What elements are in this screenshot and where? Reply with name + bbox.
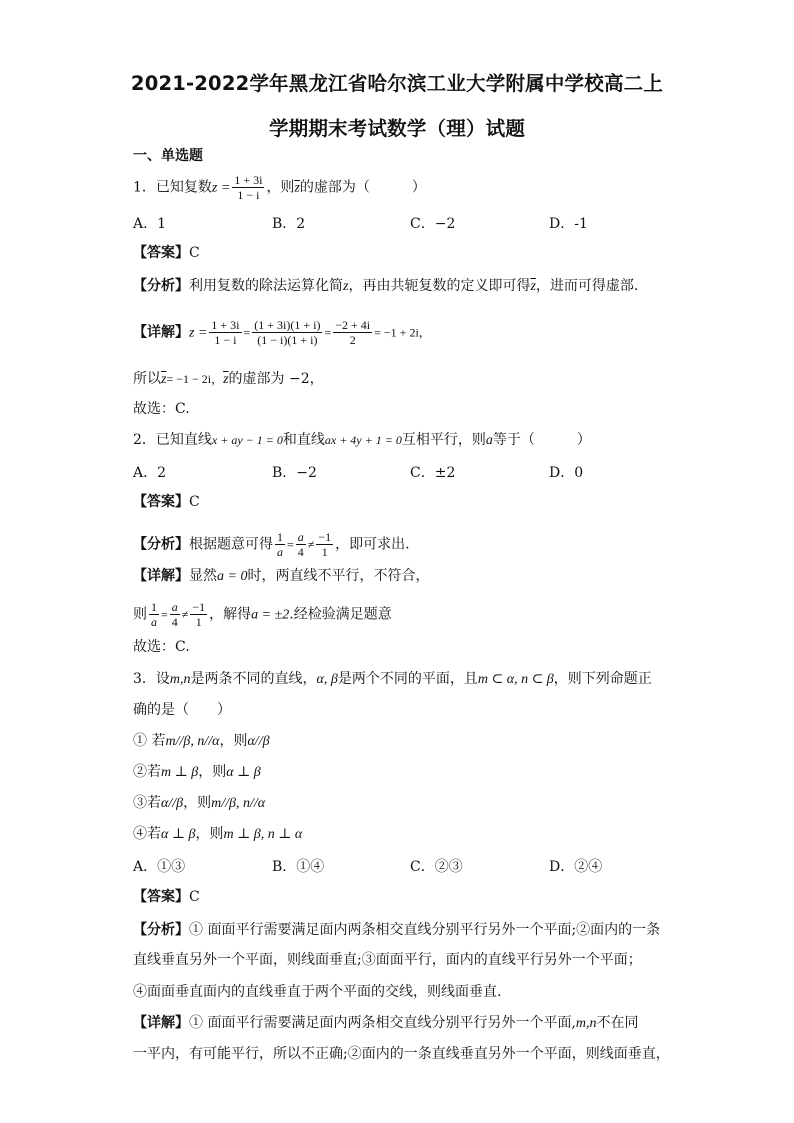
q3-stem: 3．设m,n是两条不同的直线，α, β是两个不同的平面，且m ⊂ α, n ⊂ β，则下列命题正 — [133, 671, 652, 687]
section-heading: 一、单选题 — [133, 148, 203, 164]
q2-detail-then: 则 $\frac{1}{a}$ = $\frac{a}{4}$ ≠ $\frac{-1}{1}$ ，解得a = ±2.经检验满足题意 — [133, 600, 392, 629]
q2-option-b: B．−2 — [272, 465, 317, 481]
q3-analysis-line-2: 直线垂直另外一个平面，则线面垂直;③面面平行，面内的直线平行另外一个平面； — [133, 952, 642, 968]
q1-answer: 【答案】C — [133, 245, 200, 261]
q3-item-2: ②若m ⊥ β，则α ⊥ β — [133, 764, 261, 780]
q2-option-d: D．0 — [549, 465, 584, 481]
q3-option-c: C．②③ — [410, 859, 463, 875]
q3-analysis-line-3: ④面面垂直面内的直线垂直于两个平面的交线，则线面垂直. — [133, 984, 502, 1000]
q2-choose: 故选：C. — [133, 639, 190, 655]
q1-option-d: D．-1 — [549, 216, 588, 232]
q3-detail-line-2: 一平内，有可能平行，所以不正确;②面内的一条直线垂直另外一个平面，则线面垂直， — [133, 1046, 670, 1062]
q3-analysis: 【分析】① 面面平行需要满足面内两条相交直线分别平行另外一个平面;②面内的一条 — [133, 922, 661, 938]
q1-detail: 【详解】z = $\frac{1 + 3i}{1 - i}$ = $\frac{(1 + 3i)(1 + i)}{(1 - i)(1 + i)}$ = $\frac{-2 + 4i}{2}$ = −1 + 2i， — [133, 318, 431, 347]
q1-stem: 1．已知复数z = $\frac{1 + 3i}{1 - i}$ ，则$\overline{z}$的虚部为（ ） — [133, 173, 426, 202]
q1-analysis: 【分析】利用复数的除法运算化简z，再由共轭复数的定义即可得$\overline{z}$，进而可得虚部. — [133, 278, 639, 294]
q2-option-a: A．2 — [133, 465, 167, 481]
q3-option-d: D．②④ — [549, 859, 603, 875]
q1-option-c: C．−2 — [410, 216, 456, 232]
q3-option-a: A．①③ — [133, 859, 186, 875]
q3-item-1: ① 若m//β, n//α，则α//β — [133, 733, 270, 749]
q1-option-b: B．2 — [272, 216, 306, 232]
q2-analysis: 【分析】根据题意可得 $\frac{1}{a}$ = $\frac{a}{4}$ ≠ $\frac{-1}{1}$ ，即可求出. — [133, 530, 410, 559]
page-title-line-2: 学期期末考试数学（理）试题 — [268, 117, 526, 140]
q1-conclusion: 所以$\overline{z}= -1 - 2i$，$\overline{z}$的虚部为 −2， — [133, 371, 324, 387]
q2-stem: 2．已知直线x + ay − 1 = 0和直线ax + 4y + 1 = 0互相平行，则a等于（ ） — [133, 432, 591, 448]
q2-option-c: C．±2 — [410, 465, 456, 481]
q1-choose: 故选：C. — [133, 401, 190, 417]
q3-item-3: ③若α//β，则m//β, n//α — [133, 795, 266, 811]
q3-option-b: B．①④ — [272, 859, 325, 875]
q2-answer: 【答案】C — [133, 494, 200, 510]
q3-answer: 【答案】C — [133, 889, 200, 905]
q3-detail: 【详解】① 面面平行需要满足面内两条相交直线分别平行另外一个平面,m,n不在同 — [133, 1015, 639, 1031]
q3-stem-cont: 确的是（ ） — [133, 702, 231, 718]
q1-fraction: $\frac{1 + 3i}{1 - i}$ — [234, 173, 263, 202]
q1-option-a: A．1 — [133, 216, 167, 232]
q3-item-4: ④若α ⊥ β，则m ⊥ β, n ⊥ α — [133, 826, 303, 842]
q2-detail: 【详解】显然a = 0时，两直线不平行，不符合， — [133, 568, 430, 584]
page-title-line-1: 2021-2022学年黑龙江省哈尔滨工业大学附属中学校高二上 — [130, 72, 664, 95]
